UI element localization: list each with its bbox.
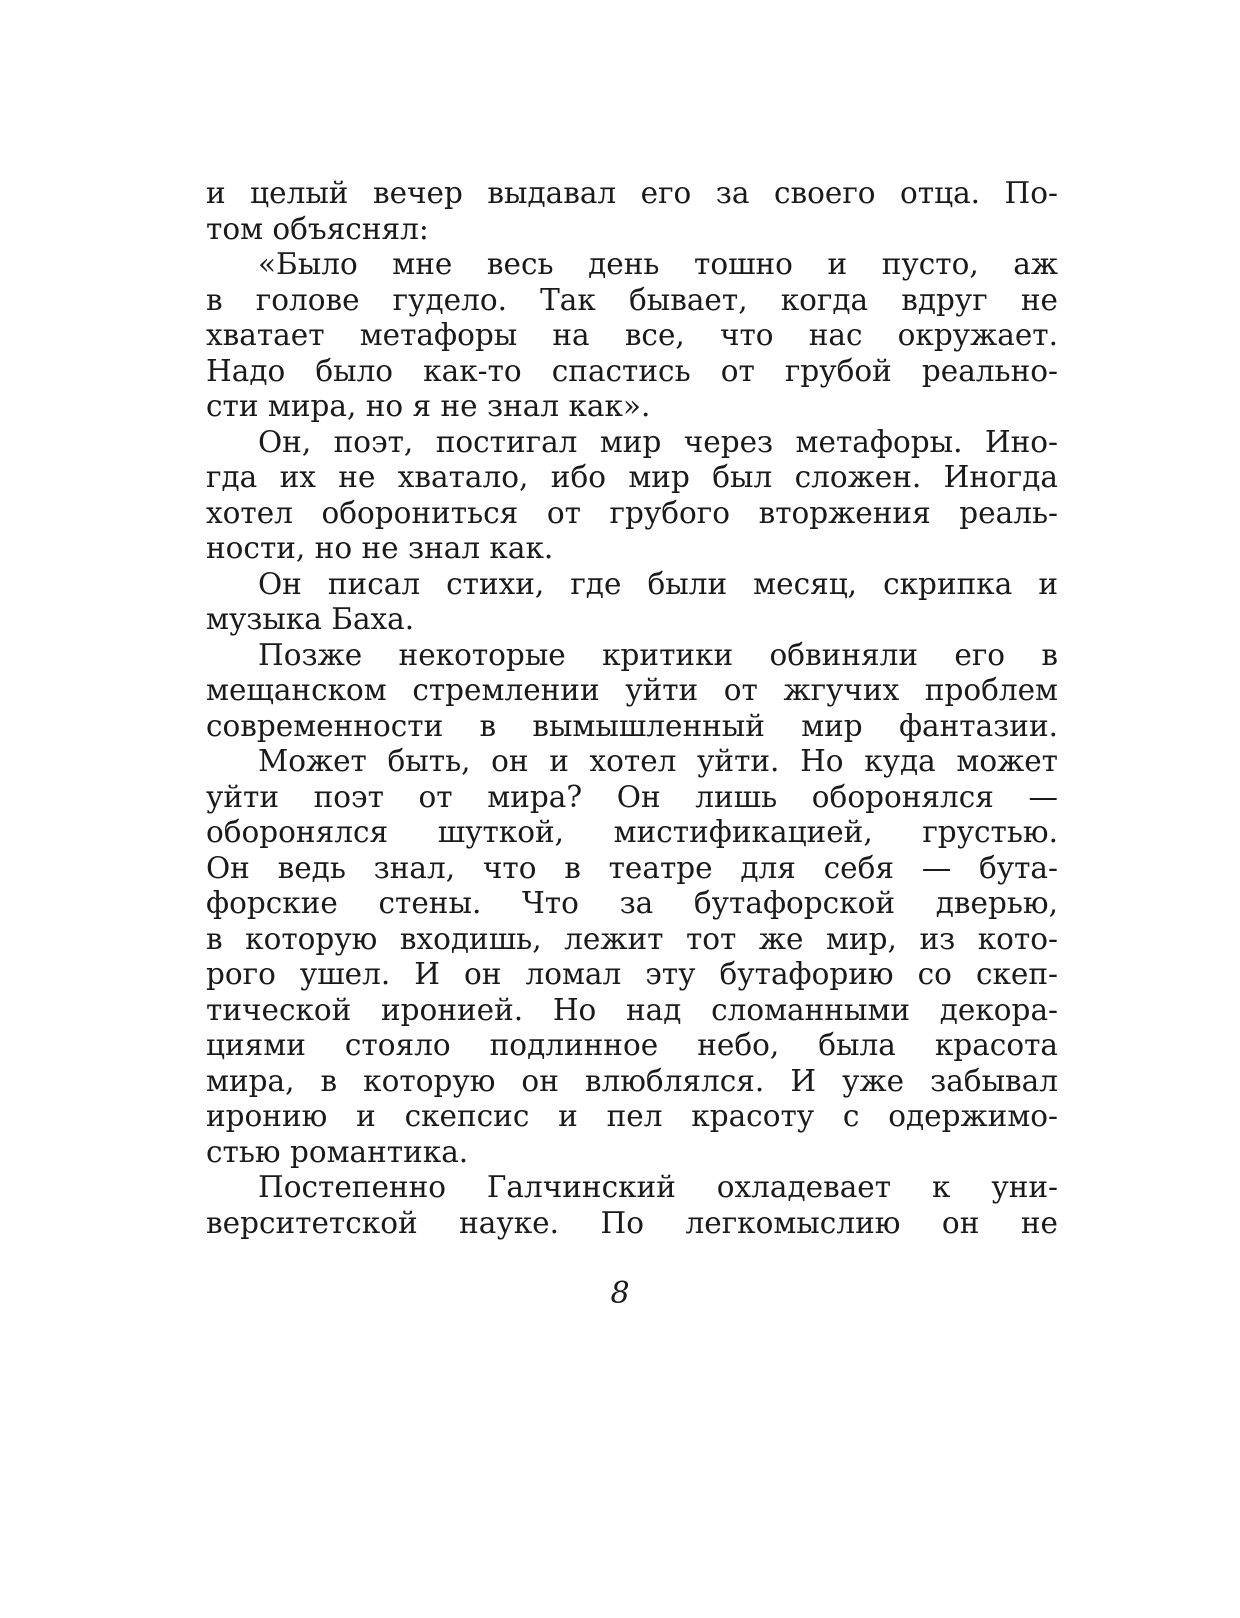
text-line: Надо было как-то спастись от грубой реально- xyxy=(206,353,1058,388)
text-line: форские стены. Что за бутафорской дверью, xyxy=(206,886,1058,920)
body-text xyxy=(206,176,1058,1241)
page-number: 8 xyxy=(610,1276,630,1311)
text-line: Он писал стихи, где были месяц, скрипка и xyxy=(258,566,1058,601)
text-line: ности, но не знал как. xyxy=(206,531,554,565)
text-line: в голове гудело. Так бывает, когда вдруг не xyxy=(206,282,1058,317)
text-line: «Было мне весь день тошно и пусто, аж xyxy=(258,247,1058,281)
text-line: и целый вечер выдавал его за своего отца. По- xyxy=(206,176,1058,210)
text-line: в которую входишь, лежит тот же мир, из кото- xyxy=(206,921,1058,956)
text-line: музыка Баха. xyxy=(206,602,415,636)
text-line: Постепенно Галчинский охладевает к уни- xyxy=(258,1170,1058,1204)
text-line: верситетской науке. По легкомыслию он не xyxy=(206,1205,1058,1240)
text-line: оборонялся шуткой, мистификацией, грустью. xyxy=(206,815,1058,849)
text-line: гда их не хватало, ибо мир был сложен. Иногда xyxy=(206,460,1058,494)
text-line: мира, в которую он влюблялся. И уже забывал xyxy=(206,1063,1058,1098)
text-line: хватает метафоры на все, что нас окружает. xyxy=(206,318,1058,352)
text-line: Позже некоторые критики обвиняли его в xyxy=(258,637,1058,672)
text-line: тической иронией. Но над сломанными декора- xyxy=(206,992,1058,1027)
text-line: циями стояло подлинное небо, была красота xyxy=(206,1028,1058,1062)
text-line: рого ушел. И он ломал эту бутафорию со скеп- xyxy=(206,957,1058,991)
text-line: уйти поэт от мира? Он лишь оборонялся — xyxy=(206,779,1058,814)
text-line: сти мира, но я не знал как». xyxy=(206,389,651,423)
text-line: современности в вымышленный мир фантазии. xyxy=(206,708,1058,743)
text-line: Он, поэт, постигал мир через метафоры. Ино- xyxy=(258,424,1058,459)
text-line: том объяснял: xyxy=(206,211,429,246)
text-line: стью романтика. xyxy=(206,1134,469,1169)
text-line: Он ведь знал, что в театре для себя — бута- xyxy=(206,850,1058,885)
text-line: хотел оборониться от грубого вторжения реаль- xyxy=(206,495,1058,530)
text-line: мещанском стремлении уйти от жгучих проблем xyxy=(206,673,1058,707)
text-line: иронию и скепсис и пел красоту с одержимо- xyxy=(206,1099,1058,1133)
text-line: Может быть, он и хотел уйти. Но куда может xyxy=(258,744,1058,778)
